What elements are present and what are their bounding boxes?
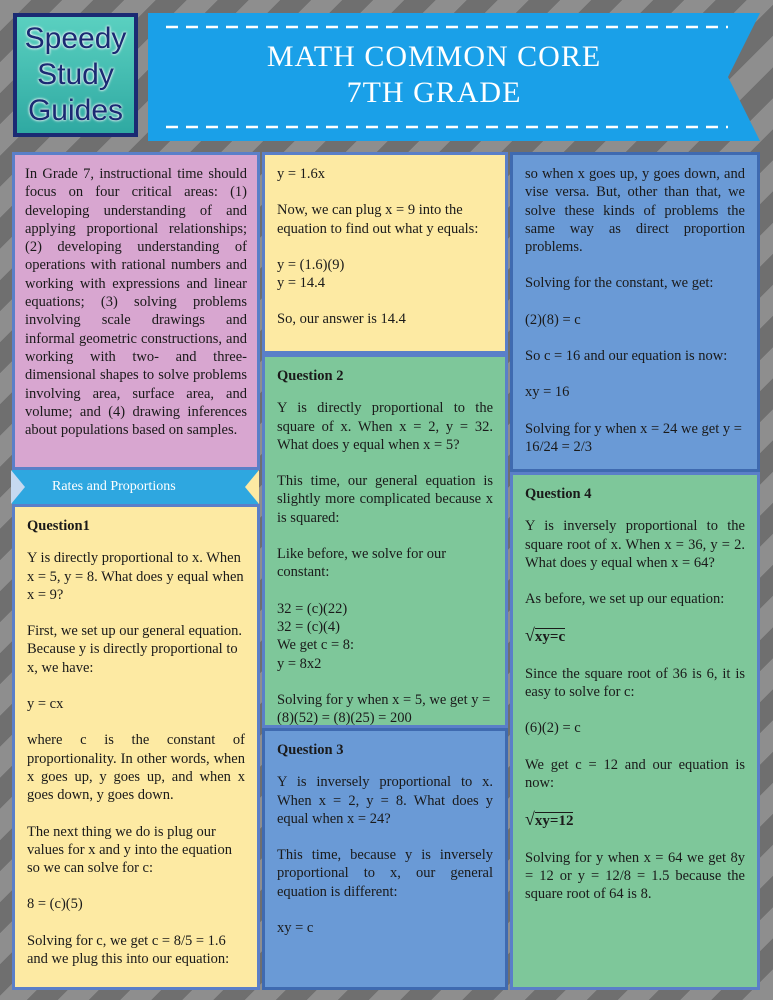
q4-equation-3 [525, 810, 745, 830]
question-4-title: Question 4 [525, 486, 592, 502]
q2-paragraph-1: Y is directly proportional to the square of x. When x = 2, y = 32. What does y equal when x = 5? [277, 400, 493, 453]
q4-paragraph-4: We get c = 12 and our equation is now: [525, 756, 745, 791]
c2-answer: So, our answer is 14.4 [277, 311, 406, 328]
q3-paragraph-1: Y is inversely proportional to x. When x = 2, y = 8. What does y equal when x = 24? [277, 774, 493, 827]
c2-equation-2: y = (1.6)(9) [277, 256, 345, 273]
title-banner [148, 13, 760, 141]
q4-paragraph-5: Solving for y when x = 64 we get 8y = 12 or y = 12/8 = 1.5 because the square root of 64 is 8. [525, 849, 745, 903]
q2-equation-4: y = 8x2 [277, 655, 322, 672]
speedy-study-guides-logo [13, 13, 138, 137]
q2-equation-2: 32 = (c)(4) [277, 618, 340, 635]
section-title: Rates and Proportions [52, 479, 176, 494]
q3-paragraph-2: This time, because y is inversely proportional to x, our general equation is different: [277, 847, 493, 900]
logo-line-2: Study [37, 58, 114, 91]
c3-paragraph-4: Solving for y when x = 24 we get y = 16/24 = 2/3 [525, 420, 742, 455]
question-1-title: Question1 [27, 518, 90, 534]
question-1-panel [12, 504, 260, 990]
q4-equation-3-text: xy=12 [534, 813, 574, 830]
square-root-icon: √ [525, 625, 535, 646]
question-3-continued-panel [510, 152, 760, 472]
c3-paragraph-2: Solving for the constant, we get: [525, 275, 714, 292]
q1-paragraph-1: Y is directly proportional to x. When x = 5, y = 8. What does y equal when x = 9? [27, 550, 244, 603]
q1-paragraph-2: First, we set up our general equation. Because y is directly proportional to x, we have: [27, 623, 243, 676]
question-1-continued-panel [262, 152, 508, 354]
question-2-title: Question 2 [277, 368, 344, 384]
q2-paragraph-3: Like before, we solve for our constant: [277, 546, 447, 581]
c3-equation-1: (2)(8) = c [525, 311, 581, 328]
logo-line-3: Guides [27, 94, 124, 127]
q1-paragraph-3: where c is the constant of proportionality. In other words, when x goes up, y goes up, and when x goes down, y goes down. [27, 732, 245, 804]
c3-paragraph-3: So c = 16 and our equation is now: [525, 348, 728, 365]
q4-paragraph-1: Y is inversely proportional to the square root of x. When x = 36, y = 2. What does y equal when x = 64? [525, 518, 745, 571]
square-root-icon: √ [525, 809, 535, 830]
q1-paragraph-5: Solving for c, we get c = 8/5 = 1.6 and we plug this into our equation: [27, 932, 230, 968]
c2-paragraph-1: Now, we can plug x = 9 into the equation to find out what y equals: [277, 202, 479, 237]
intro-text: In Grade 7, instructional time should focus on four critical areas: (1) developing understanding of and applying proportional relationships; (2) developing understanding of operations with rational numbers and working with expressions and linear equations; (3) solving problems involving scale drawings and informal geometric constructions, and working with two- and three-dimensional shapes to solve problems involving area, surface area, and volume; and (4) drawing inferences about populations based on samples. [25, 166, 247, 439]
q4-paragraph-2: As before, we set up our equation: [525, 591, 725, 608]
intro-panel [12, 152, 260, 470]
c2-equation-3: y = 14.4 [277, 275, 326, 292]
logo-line-1: Speedy [24, 22, 127, 55]
q2-equation-3: We get c = 8: [277, 637, 355, 654]
q3-equation-1: xy = c [277, 920, 314, 937]
q2-equation-1: 32 = (c)(22) [277, 600, 348, 617]
c3-paragraph-1: so when x goes up, y goes down, and vise versa. But, other than that, we solve these kinds of problems the same way as direct proportion problems. [525, 166, 745, 256]
c2-equation-1: y = 1.6x [277, 166, 326, 182]
q2-paragraph-2: This time, our general equation is slightly more complicated because x is squared: [277, 473, 493, 526]
question-4-panel [510, 472, 760, 990]
q4-paragraph-3: Since the square root of 36 is 6, it is easy to solve for c: [525, 665, 745, 701]
section-ribbon [12, 470, 258, 504]
banner-title-line-2: 7TH GRADE [346, 76, 522, 109]
banner-title-line-1: MATH COMMON CORE [266, 40, 602, 73]
q1-paragraph-4: The next thing we do is plug our values for x and y into the equation so we can solve for c: [27, 823, 232, 877]
q2-paragraph-4: Solving for y when x = 5, we get y = (8)(52) = (8)(25) = 200 [277, 691, 491, 727]
c3-equation-2: xy = 16 [525, 384, 570, 401]
q4-equation-1 [525, 626, 745, 646]
question-3-panel [262, 728, 508, 990]
q4-equation-1-text: xy=c [534, 629, 566, 646]
q1-equation-1: y = cx [27, 696, 64, 713]
question-3-title: Question 3 [277, 742, 344, 758]
q4-equation-2: (6)(2) = c [525, 720, 581, 737]
question-2-panel [262, 354, 508, 728]
q1-equation-2: 8 = (c)(5) [27, 896, 83, 913]
